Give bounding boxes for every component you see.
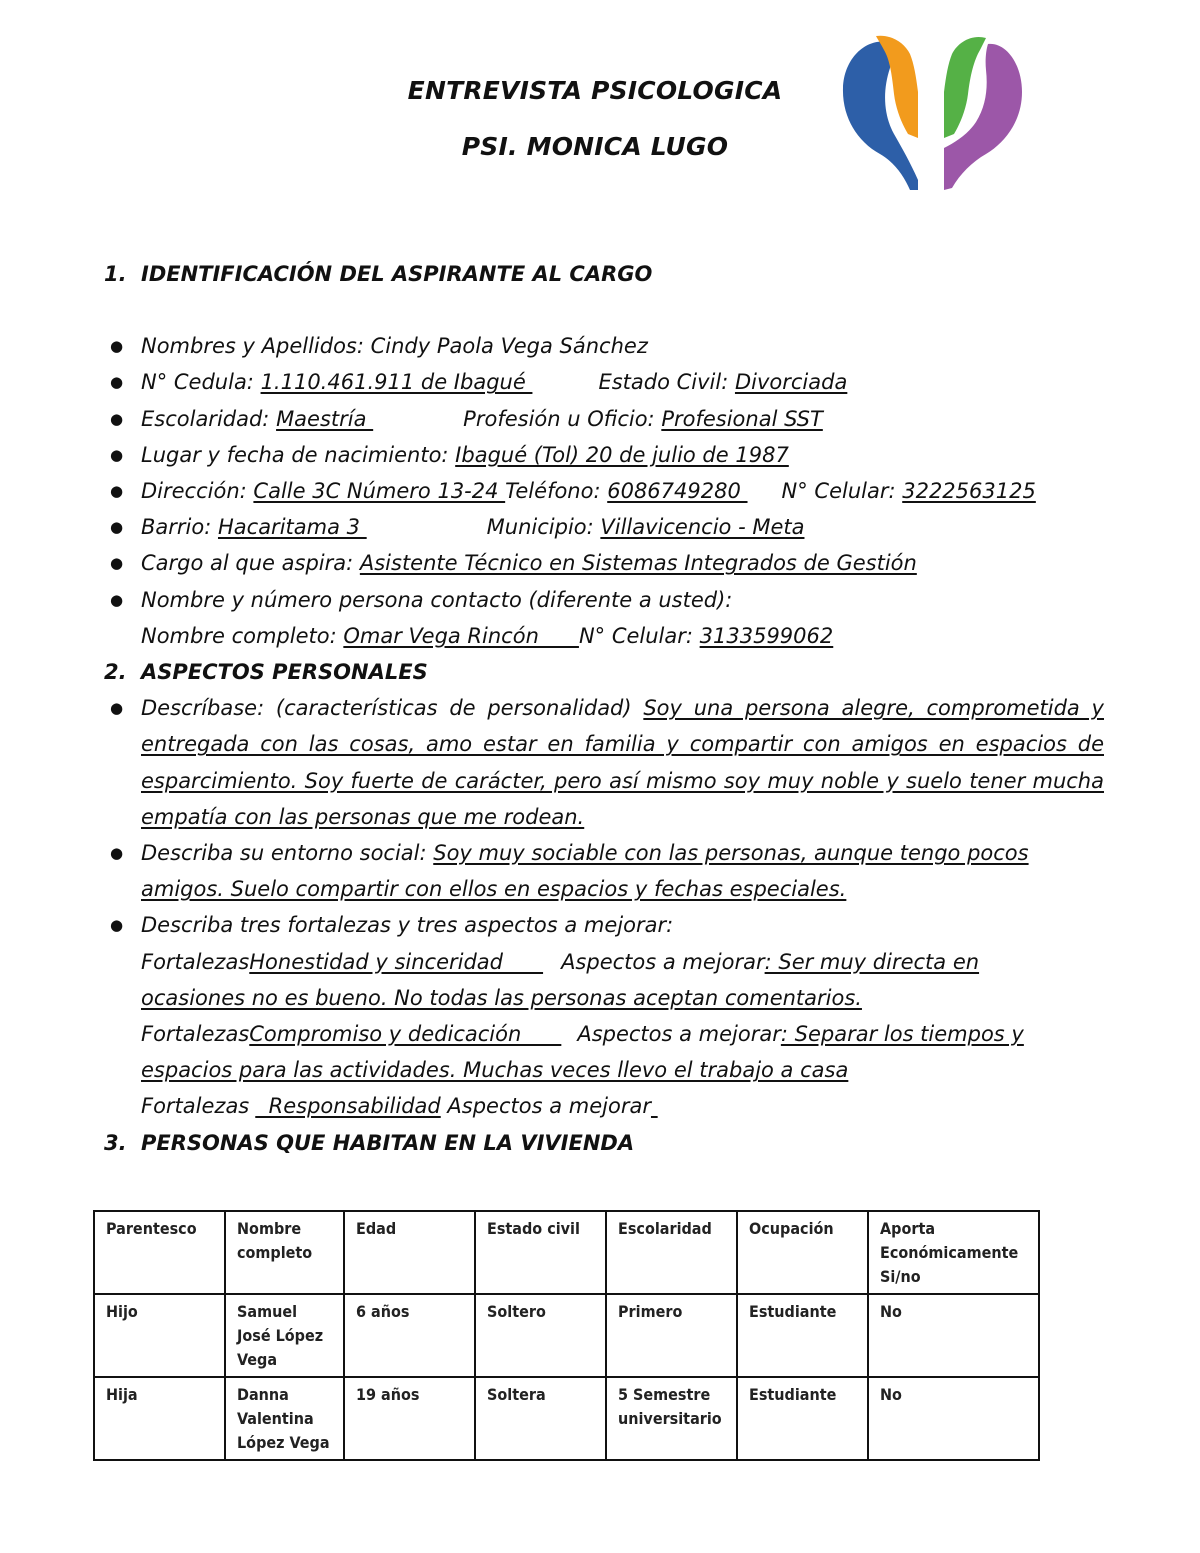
- describase-label: Descríbase: (características de personalidad): [141, 696, 644, 721]
- aspecto-2-value: : Separar los tiempos y espacios para las actividades. Muchas veces llevo el trabajo a casa: [141, 1022, 1024, 1083]
- aspectos-label: Aspectos a mejorar: [561, 949, 765, 974]
- section-2-title: ASPECTOS PERSONALES: [141, 660, 428, 685]
- table-row: [94, 1294, 1039, 1377]
- table-row: [94, 1377, 1039, 1460]
- describase-value: Soy una persona alegre, comprometida y entregada con las cosas, amo estar en familia y compartir con amigos en espacios de esparcimiento. Soy fuerte de carácter, pero así mismo soy muy noble y suelo tener mucha empatía con las personas que me rodean.: [141, 696, 1104, 829]
- aspectos-label: Aspectos a mejorar: [577, 1022, 781, 1047]
- barrio-label: Barrio:: [141, 515, 218, 540]
- table-cell: No: [868, 1294, 1039, 1377]
- entorno-label: Describa su entorno social:: [141, 841, 434, 866]
- list-item: [104, 364, 1104, 400]
- document-title: ENTREVISTA PSICOLOGICA: [407, 76, 783, 105]
- aspecto-1-value: : Ser muy directa en ocasiones no es bueno. No todas las personas aceptan comentarios.: [141, 949, 980, 1010]
- bullet-icon: ●: [110, 409, 124, 428]
- header-cell: Nombre completo: [225, 1211, 344, 1294]
- list-item: [104, 690, 1104, 835]
- table-cell: 19 años: [344, 1377, 475, 1460]
- contacto-celular-label: N° Celular:: [578, 623, 700, 648]
- estado-civil-value: Divorciada: [734, 370, 848, 395]
- fortalezas-intro: Describa tres fortalezas y tres aspectos a mejorar:: [141, 913, 674, 938]
- celular-label: N° Celular:: [781, 479, 903, 504]
- municipio-label: Municipio:: [486, 515, 601, 540]
- table-cell: Primero: [606, 1294, 737, 1377]
- header-cell: Parentesco: [94, 1211, 225, 1294]
- contacto-label: Nombre y número persona contacto (diferente a usted):: [141, 587, 733, 612]
- bullet-icon: ●: [110, 590, 124, 609]
- profesion-label: Profesión u Oficio:: [463, 406, 662, 431]
- celular-value: 3222563125: [902, 479, 1036, 504]
- header-cell: Estado civil: [475, 1211, 606, 1294]
- table-cell: Hija: [94, 1377, 225, 1460]
- profesion-value: Profesional SST: [661, 406, 823, 431]
- bullet-icon: ●: [110, 554, 124, 573]
- list-item: [104, 582, 1104, 618]
- table-cell: Samuel José López Vega: [225, 1294, 344, 1377]
- list-item: [104, 545, 1104, 581]
- header-cell: Escolaridad: [606, 1211, 737, 1294]
- contacto-celular-value: 3133599062: [699, 623, 834, 648]
- fortalezas-label: Fortalezas: [141, 1022, 250, 1047]
- section-2-heading: [104, 654, 1104, 690]
- fortaleza-2-value: Compromiso y dedicación: [249, 1022, 562, 1047]
- fortalezas-label: Fortalezas: [141, 1094, 250, 1119]
- municipio-value: Villavicencio - Meta: [600, 515, 805, 540]
- escolaridad-label: Escolaridad:: [141, 406, 277, 431]
- nombres-field: Nombres y Apellidos: Cindy Paola Vega Sánchez: [141, 334, 648, 359]
- table-cell: Estudiante: [737, 1294, 868, 1377]
- table-cell: Hijo: [94, 1294, 225, 1377]
- aspecto-3-value: [651, 1094, 658, 1118]
- contacto-nombre-label: Nombre completo:: [141, 623, 344, 648]
- barrio-value: Hacaritama 3: [217, 515, 367, 540]
- telefono-value: 6086749280: [607, 479, 748, 504]
- direccion-value: Calle 3C Número 13-24: [253, 479, 506, 504]
- list-item: [104, 473, 1104, 509]
- list-item: [104, 509, 1104, 545]
- psychology-logo-icon: [838, 30, 1026, 195]
- table-cell: No: [868, 1377, 1039, 1460]
- header-cell: Ocupación: [737, 1211, 868, 1294]
- household-table: [93, 1210, 1040, 1461]
- cedula-value: 1.110.461.911 de Ibagué: [260, 370, 533, 395]
- table-cell: Soltero: [475, 1294, 606, 1377]
- cargo-value: Asistente Técnico en Sistemas Integrados de Gestión: [359, 551, 917, 576]
- header-cell: Aporta Económicamente Si/no: [868, 1211, 1039, 1294]
- section-3-number: 3.: [104, 1130, 127, 1155]
- list-item: [104, 835, 1104, 907]
- table-cell: Danna Valentina López Vega: [225, 1377, 344, 1460]
- bullet-icon: ●: [110, 482, 124, 501]
- contacto-nombre-value: Omar Vega Rincón: [343, 623, 579, 648]
- table-cell: Estudiante: [737, 1377, 868, 1460]
- list-item: [104, 907, 1104, 943]
- cedula-label: N° Cedula:: [141, 370, 261, 395]
- entorno-value: Soy muy sociable con las personas, aunque tengo pocos amigos. Suelo compartir con ellos en espacios y fechas especiales.: [141, 841, 1029, 902]
- lugar-label: Lugar y fecha de nacimiento:: [141, 442, 456, 467]
- list-item: [104, 437, 1104, 473]
- section-3-title: PERSONAS QUE HABITAN EN LA VIVIENDA: [141, 1130, 635, 1155]
- bullet-icon: ●: [110, 337, 124, 356]
- list-item: [104, 401, 1104, 437]
- fortalezas-label: Fortalezas: [141, 949, 250, 974]
- escolaridad-value: Maestría: [276, 406, 374, 431]
- fortaleza-3-value: Responsabilidad: [255, 1094, 441, 1119]
- table-header-row: [94, 1211, 1039, 1294]
- section-2-number: 2.: [104, 660, 127, 685]
- telefono-label: Teléfono:: [505, 479, 608, 504]
- bullet-icon: ●: [110, 518, 124, 537]
- table-cell: 5 Semestre universitario: [606, 1377, 737, 1460]
- list-item: [104, 328, 1104, 364]
- document-subtitle: PSI. MONICA LUGO: [461, 132, 729, 161]
- section-1-heading: [104, 256, 1104, 292]
- bullet-icon: ●: [110, 699, 124, 718]
- document-body: [104, 256, 1104, 1161]
- cargo-label: Cargo al que aspira:: [141, 551, 360, 576]
- header-cell: Edad: [344, 1211, 475, 1294]
- aspectos-label: Aspectos a mejorar: [447, 1094, 651, 1119]
- bullet-icon: ●: [110, 916, 124, 935]
- bullet-icon: ●: [110, 844, 124, 863]
- fortaleza-1-value: Honestidad y sinceridad: [249, 949, 544, 974]
- estado-civil-label: Estado Civil:: [598, 370, 735, 395]
- lugar-value: Ibagué (Tol) 20 de julio de 1987: [455, 442, 789, 467]
- section-1-title: IDENTIFICACIÓN DEL ASPIRANTE AL CARGO: [141, 262, 653, 286]
- bullet-icon: ●: [110, 445, 124, 464]
- bullet-icon: ●: [110, 373, 124, 392]
- table-cell: Soltera: [475, 1377, 606, 1460]
- table-cell: 6 años: [344, 1294, 475, 1377]
- section-1-number: 1.: [104, 262, 127, 286]
- section-3-heading: [104, 1125, 1104, 1161]
- direccion-label: Dirección:: [141, 479, 254, 504]
